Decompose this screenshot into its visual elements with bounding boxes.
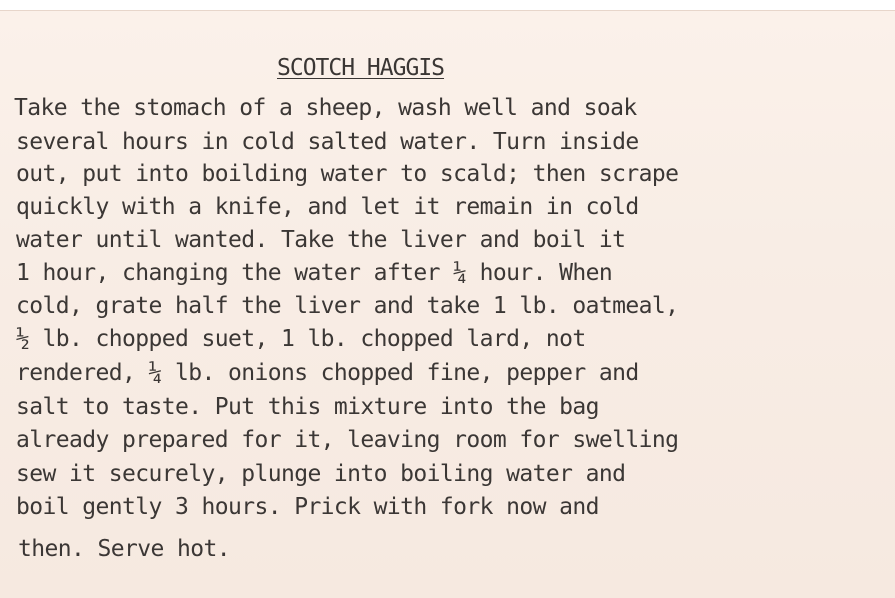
recipe-line: cold, grate half the liver and take 1 lb. oatmeal, bbox=[16, 293, 679, 319]
recipe-line: already prepared for it, leaving room for swelling bbox=[16, 427, 679, 453]
recipe-line: water until wanted. Take the liver and boil it bbox=[16, 227, 626, 253]
recipe-card bbox=[0, 10, 895, 598]
recipe-line: 1 hour, changing the water after ¼ hour. When bbox=[16, 260, 613, 286]
recipe-line: sew it securely, plunge into boiling water and bbox=[16, 461, 626, 487]
recipe-line: rendered, ¼ lb. onions chopped fine, pepper and bbox=[16, 360, 639, 386]
recipe-line: salt to taste. Put this mixture into the bag bbox=[16, 394, 599, 420]
recipe-line: several hours in cold salted water. Turn inside bbox=[16, 129, 639, 155]
recipe-line: ½ lb. chopped suet, 1 lb. chopped lard, not bbox=[16, 326, 586, 352]
recipe-line: quickly with a knife, and let it remain in cold bbox=[16, 194, 639, 220]
recipe-line: boil gently 3 hours. Prick with fork now and bbox=[16, 494, 599, 520]
recipe-line: then. Serve hot. bbox=[18, 536, 230, 562]
recipe-line: Take the stomach of a sheep, wash well and soak bbox=[14, 95, 637, 121]
recipe-line: out, put into boilding water to scald; then scrape bbox=[16, 161, 679, 187]
recipe-title: SCOTCH HAGGIS bbox=[277, 55, 445, 81]
